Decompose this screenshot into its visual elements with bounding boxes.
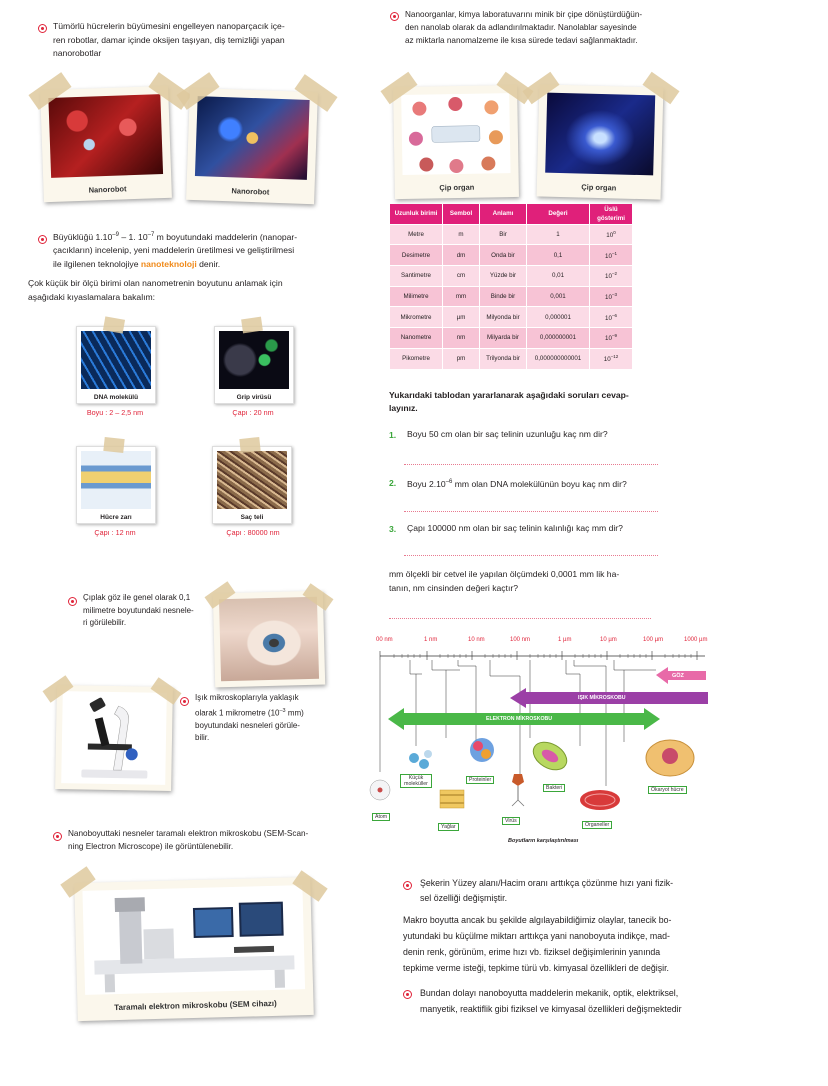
- macro-paragraph: Makro boyutta ancak bu şekilde algılayabildiğimiz olaylar, tanecik bo- yutundaki bu küçülme miktarı arttıkça yani nanoboyuta indikçe, mad- denin renk, görünüm, erime hızı vb. fiziksel değişimlerinin yanında tepkime verme isteği, tepkime türü vb. kimyasal özellikleri de değişir.: [403, 915, 672, 973]
- photo-caption: Çip organ: [581, 182, 617, 193]
- sem-device-icon: [82, 885, 305, 995]
- sugar-paragraph: Şekerin Yüzey alanı/Hacim oranı arttıkça çözünme hızı yani fizik- sel özelliği değişmiştir.: [420, 878, 674, 903]
- question-number: 3.: [389, 524, 397, 534]
- photo-caption: Taramalı elektron mikroskobu (SEM cihazı): [114, 998, 277, 1013]
- table-row: Milimetre mm Binde bir 0,001 $10^{-3}$: [390, 287, 632, 307]
- scale-label: 1 µm: [558, 637, 572, 643]
- object-label: Proteinler: [466, 776, 494, 784]
- eye-paragraph: Çıplak göz ile genel olarak 0,1 milimetre boyutundaki nesnele- ri görülebilir.: [83, 593, 194, 627]
- question-number: 1.: [389, 430, 397, 440]
- bullet-icon: [403, 881, 412, 890]
- scale-label: 1000 µm: [684, 637, 708, 643]
- table-header-row: Uzunluk birimi Sembol Anlamı Değeri Üslü gösterimi: [390, 204, 632, 224]
- nanotechnology-definition: Büyüklüğü $1.10^{-9} - 1$. $10^{-7}$ m boyutundaki maddelerin (nanopar- çacıkların) incelenip, yeni maddelerin üretilmesi ve geliştirilmesi ile ilgilenen teknolojiye nanoteknoloji denir.: [53, 231, 298, 269]
- tape-decoration: [239, 437, 260, 453]
- table-row: Metre m Bir 1 $10^0$: [390, 225, 632, 245]
- nanorobot-paragraph: Tümörlü hücrelerin büyümesini engelleyen nanoparçacık içe- ren robotlar, damar içinde oksijen taşıyan, diş temizliği yapan nanorobotlar: [53, 21, 285, 58]
- size-label: Çapı : 80000 nm: [226, 528, 280, 537]
- protein-icon: [470, 738, 494, 762]
- object-label: Ökaryot hücre: [648, 786, 687, 794]
- table-row: Santimetre cm Yüzde bir 0,01 $10^{-2}$: [390, 266, 632, 286]
- sem-device-photo: [74, 877, 314, 1021]
- object-label: Organeller: [582, 821, 612, 829]
- highlight-term: nanoteknoloji: [140, 258, 197, 269]
- diagram-caption: Boyutların karşılaştırılması: [508, 838, 579, 844]
- bullet-icon: [53, 832, 62, 841]
- table-row: Pikometre pm Trilyonda bir 0,000000000001 $10^{-12}$: [390, 349, 632, 369]
- bullet-icon: [38, 24, 47, 33]
- object-label: Virüs: [502, 817, 520, 825]
- virus-icon: [512, 774, 524, 786]
- eye-photo: [213, 591, 325, 688]
- object-label: Bakteri: [543, 784, 565, 792]
- bullet-icon: [180, 697, 189, 706]
- tape-decoration: [241, 317, 263, 334]
- photo-caption: Hücre zarı: [100, 514, 132, 521]
- size-label: Çapı : 12 nm: [94, 528, 136, 537]
- eye-image: [219, 597, 319, 682]
- answer-line-1[interactable]: [404, 463, 658, 465]
- scale-label: 10 nm: [468, 637, 485, 643]
- tape-decoration: [103, 437, 124, 453]
- question-3-text: Çapı 100000 nm olan bir saç telinin kalınlığı kaç mm dir?: [407, 523, 623, 533]
- nanorobot-photo-1: [40, 86, 172, 202]
- scale-label: 100 µm: [643, 637, 664, 643]
- photo-caption: Nanorobot: [231, 186, 270, 197]
- nanorobot-image: [48, 94, 163, 178]
- question-number: 2.: [389, 478, 397, 488]
- scale-label: 100 nm: [510, 637, 531, 643]
- nanoorgan-paragraph: Nanoorganlar, kimya laboratuvarını minik bir çipe dönüştürdüğün- den nanolab olarak da adlandırılmaktadır. Nanolablar sayesinde az miktarla nanomalzeme ile kısa sürede tedavi sağlanmaktadır.: [405, 10, 643, 45]
- light-microscope-range-label: IŞIK MİKROSKOBU: [578, 695, 626, 701]
- photo-caption: DNA molekülü: [93, 394, 139, 401]
- microscope-icon: [61, 691, 167, 785]
- question-2-text: Boyu $2.10^{-6}$ mm olan DNA molekülünün boyu kaç nm dir?: [407, 478, 627, 489]
- lipid-icon: [440, 790, 464, 808]
- nanorobot-photo-2: [186, 88, 318, 204]
- length-units-table: [389, 203, 633, 370]
- photo-caption: Saç teli: [240, 514, 264, 521]
- dna-photo: [76, 326, 156, 404]
- bullet-icon: [390, 12, 399, 21]
- microscope-paragraph: Işık mikroskoplarıyla yaklaşık olarak 1 mikrometre ($10^{-3}$ mm) boyutundaki nesneleri görüle- bilir.: [195, 693, 304, 743]
- eye-range-label: GÖZ: [672, 673, 684, 679]
- answer-line-3[interactable]: [404, 554, 658, 556]
- molecule-icon: [409, 753, 419, 763]
- answer-line-4[interactable]: [389, 617, 651, 619]
- questions-intro: Yukarıdaki tablodan yararlanarak aşağıdaki soruları cevap- layınız.: [389, 390, 629, 413]
- size-label: Çapı : 20 nm: [232, 408, 274, 417]
- bullet-icon: [403, 990, 412, 999]
- bullet-icon: [68, 597, 77, 606]
- electron-microscope-range-label: ELEKTRON MİKROSKOBU: [486, 716, 552, 722]
- hair-strand-photo: [212, 446, 292, 524]
- nanorobot-image: [195, 96, 310, 180]
- scale-label: 00 nm: [376, 637, 393, 643]
- photo-caption: Nanorobot: [88, 184, 127, 195]
- organelle-icon: [580, 790, 620, 810]
- chip-organ-diagram: [401, 93, 510, 175]
- table-row: Desimetre dm Onda bir 0,1 $10^{-1}$: [390, 245, 632, 265]
- size-label: Boyu : 2 – 2,5 nm: [86, 408, 144, 417]
- light-microscope-photo: [55, 685, 173, 791]
- scale-label: 10 µm: [600, 637, 617, 643]
- question-4-text: mm ölçekli bir cetvel ile yapılan ölçümdeki 0,0001 mm lik ha- tanın, nm cinsinden değeri kaçtır?: [389, 569, 620, 593]
- range-arrows: [384, 664, 714, 734]
- photo-caption: Çip organ: [439, 182, 475, 193]
- cell-membrane-photo: [76, 446, 156, 524]
- sem-paragraph: Nanoboyuttaki nesneler taramalı elektron mikroskobu (SEM-Scan- ning Electron Microscope) ile görüntülenebilir.: [68, 829, 309, 851]
- table-row: Mikrometre µm Milyonda bir 0,000001 $10^{-6}$: [390, 307, 632, 327]
- photo-caption: Grip virüsü: [236, 394, 272, 401]
- chip-organ-photo-2: [537, 84, 664, 199]
- comparison-intro: Çok küçük bir ölçü birimi olan nanometrenin boyutunu anlamak için aşağıdaki kıyaslamalara bakalım:: [28, 278, 283, 302]
- table-row: Nanometre nm Milyarda bir 0,000000001 $10^{-9}$: [390, 328, 632, 348]
- conclusion-paragraph: Bundan dolayı nanoboyutta maddelerin mekanik, optik, elektriksel, manyetik, reaktiflik gibi fiziksel ve kimyasal özellikleri değişmektedir: [420, 988, 682, 1014]
- object-label: Atom: [372, 813, 390, 821]
- answer-line-2[interactable]: [404, 510, 658, 512]
- chip-organ-photo-1: [393, 85, 519, 199]
- object-label: Yağlar: [438, 823, 459, 831]
- scale-label: 1 nm: [424, 637, 438, 643]
- bullet-icon: [38, 235, 47, 244]
- object-label: Küçük moleküller: [400, 774, 432, 788]
- question-1-text: Boyu 50 cm olan bir saç telinin uzunluğu kaç nm dir?: [407, 429, 608, 439]
- flu-virus-photo: [214, 326, 294, 404]
